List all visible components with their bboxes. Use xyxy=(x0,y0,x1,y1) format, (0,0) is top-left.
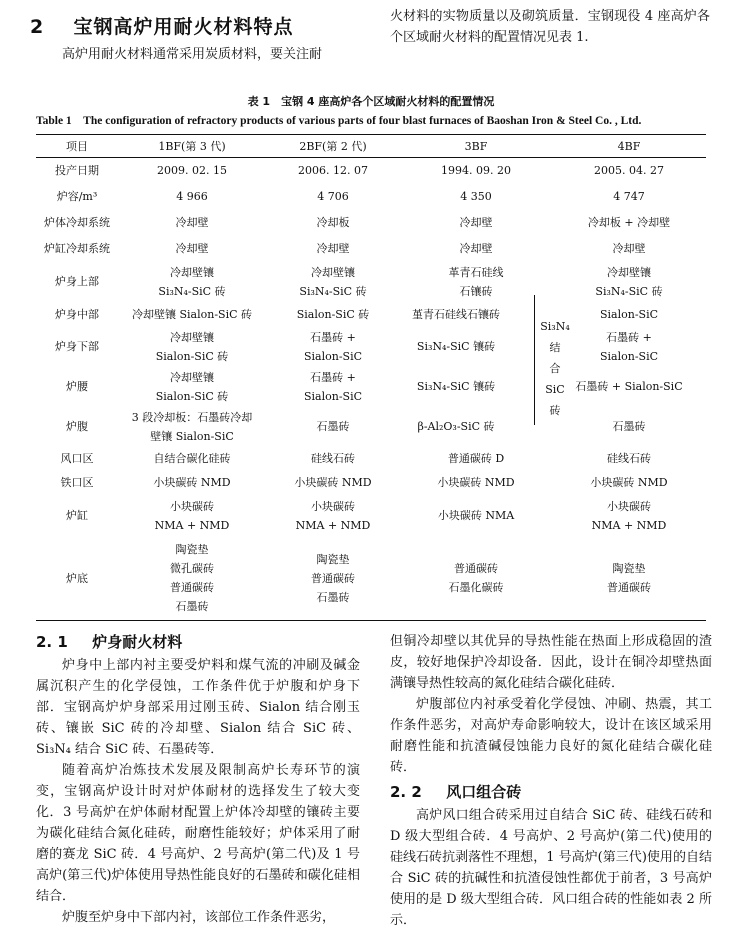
table-cell: 小块碳砖 NMD xyxy=(590,476,668,489)
table-cell: 3 段冷却板：石墨砖冷却 壁镶 Sialon-SiC xyxy=(131,410,253,443)
header-cell: 1BF(第 3 代) xyxy=(118,135,266,158)
table-cell: 自结合碳化硅砖 xyxy=(153,452,231,465)
table-cell: 炉身下部 xyxy=(55,340,99,353)
table-cell: Si₃N₄-SiC 镶砖 xyxy=(416,380,496,393)
table-cell: 小块碳砖 NMD xyxy=(153,476,231,489)
table-cell: 石墨砖 + Sialon-SiC xyxy=(575,380,683,393)
section-2-1-title: 炉身耐火材料 xyxy=(92,633,183,651)
table-cell: 小块碳砖 NMD xyxy=(437,476,515,489)
table-row xyxy=(36,471,706,495)
paragraph: 随着高炉冶炼技术发展及限制高炉长寿环节的演变，宝钢高炉设计时对炉体耐材的选择发生了较大变化．3 号高炉在炉体耐材配置上炉体冷却壁的镶砖主要为碳化硅结合氮化硅砖，耐磨性能较好；炉体采用了耐磨的赛龙 SiC 砖．4 号高炉、2 号高炉(第二代)及 1 号高炉(第三代)炉体使用导热性能良好的石墨砖和碳化硅相结合． xyxy=(36,763,360,904)
table-cell: 石墨砖 + Sialon-SiC xyxy=(599,330,659,363)
table-row xyxy=(36,447,706,471)
3bf-merge-divider xyxy=(534,295,535,425)
table-cell: 铁口区 xyxy=(60,476,94,489)
table1-caption-cn: 表 1 宝钢 4 座高炉各个区域耐火材料的配置情况 xyxy=(247,95,495,108)
table-cell: 小块碳砖 NMA + NMD xyxy=(591,499,667,532)
table-cell: 硅线石砖 xyxy=(607,452,651,465)
section-2-heading xyxy=(30,12,294,39)
section-2-1-number: 2. 1 xyxy=(36,633,68,651)
table-cell: Si₃N₄-SiC 镶砖 xyxy=(416,340,496,353)
table-cell: 炉身上部 xyxy=(55,275,99,288)
table-cell: 4 747 xyxy=(613,190,645,203)
table-cell: 小块碳砖 NMD xyxy=(294,476,372,489)
paragraph: 但铜冷却壁以其优异的导热性能在热面上形成稳固的渣皮，较好地保护冷却设备．因此，设计在铜冷却壁热面满镶导热性较高的氮化硅结合碳化硅砖． xyxy=(390,634,712,691)
table-cell: 冷却壁镶 Sialon-SiC 砖 xyxy=(155,370,229,403)
right-column-body xyxy=(390,631,712,931)
section-2-2-heading xyxy=(390,781,712,802)
table-row xyxy=(36,184,706,210)
paragraph: 炉腹部位内衬承受着化学侵蚀、冲刷、热震，其工作条件恶劣，对高炉寿命影响较大，设计在该区域采用耐磨性能和抗渣碱侵蚀能力良好的氮化硅结合碳化硅砖． xyxy=(390,697,712,775)
section-2-2-number: 2. 2 xyxy=(390,783,422,801)
table-cell: 炉容/m³ xyxy=(56,190,98,203)
table-cell: 普通碳砖 D xyxy=(447,452,505,465)
right-top-paragraph: 火材料的实物质量以及砌筑质量．宝钢现役 4 座高炉各个区域耐火材料的配置情况见表 1. xyxy=(390,9,710,45)
table-cell: 陶瓷垫 普通碳砖 石墨砖 xyxy=(266,537,400,621)
section-2-number: 2 xyxy=(30,16,45,38)
table-row xyxy=(36,495,706,537)
header-cell: 项目 xyxy=(36,135,118,158)
table-cell: 4 350 xyxy=(460,190,492,203)
table-cell: 冷却壁 xyxy=(175,242,209,255)
table-cell: 陶瓷垫 普通碳砖 xyxy=(552,537,706,621)
table-cell: 冷却壁 xyxy=(459,216,493,229)
paragraph: 炉身中上部内衬主要受炉料和煤气流的冲刷及碱金属沉积产生的化学侵蚀，工作条件优于炉腹和炉身下部．宝钢高炉炉身部采用过刚玉砖、Sialon 结合刚玉砖、镶嵌 SiC 砖的冷却壁、Sialon 结合 SiC 砖、Si₃N₄ 结合 SiC 砖、石墨砖等． xyxy=(36,658,360,757)
table-row xyxy=(36,367,706,407)
table-cell: 陶瓷垫 微孔碳砖 普通碳砖 石墨砖 xyxy=(118,537,266,621)
table-cell: 炉缸冷却系统 xyxy=(44,242,110,255)
table-cell: β-Al₂O₃-SiC 砖 xyxy=(417,420,495,433)
table-cell: 石墨砖 xyxy=(612,420,646,433)
table-cell: Sialon-SiC 砖 xyxy=(296,307,370,321)
table-cell: 冷却壁 xyxy=(316,242,350,255)
section-2-2-title: 风口组合砖 xyxy=(446,783,522,801)
header-cell: 3BF xyxy=(400,135,552,158)
table-cell: 小块碳砖 NMA + NMD xyxy=(295,499,371,532)
table-cell: 炉身中部 xyxy=(55,307,99,321)
table-cell: 2006. 12. 07 xyxy=(298,164,368,178)
table-cell: 冷却壁 xyxy=(459,242,493,255)
table-cell: 炉缸 xyxy=(66,509,88,522)
table-cell: 炉腰 xyxy=(66,380,88,393)
table-cell: 2009. 02. 15 xyxy=(157,164,227,178)
table-row xyxy=(36,302,706,327)
table-cell: 风口区 xyxy=(60,452,94,465)
3bf-merged-label: Si₃N₄ 结 合 SiC 砖 xyxy=(540,320,570,417)
table-cell: 冷却壁镶 Si₃N₄-SiC 砖 xyxy=(595,265,663,298)
header-cell: 2BF(第 2 代) xyxy=(266,135,400,158)
table-cell: 小块碳砖 NMA xyxy=(437,509,515,522)
table-cell: 冷却壁 xyxy=(175,216,209,229)
table-cell: 冷却板 + 冷却壁 xyxy=(587,216,671,229)
left-top-paragraph: 高炉用耐火材料通常采用炭质材料，要关注耐 xyxy=(62,47,323,62)
table-cell: 冷却壁镶 Sialon-SiC 砖 xyxy=(131,307,253,321)
section-2-1-heading xyxy=(36,631,182,652)
table-cell: 硅线石砖 xyxy=(311,452,355,465)
table-cell: 炉腹 xyxy=(66,420,88,433)
paragraph: 高炉风口组合砖采用过自结合 SiC 砖、硅线石砖和 D 级大型组合砖．4 号高炉、2 号高炉(第二代)使用的硅线石砖抗剥落性不理想，1 号高炉(第三代)使用的自结合 SiC 砖的抗碱性和抗渣侵蚀性都优于前者，3 号高炉使用的是 D 级大型组合砖．风口组合砖的性能如表 2 所示． xyxy=(390,808,712,928)
table-cell: 冷却壁 xyxy=(612,242,646,255)
section-2-title: 宝钢高炉用耐火材料特点 xyxy=(73,16,294,38)
table-row xyxy=(36,537,706,621)
table-cell: 4 706 xyxy=(317,190,349,203)
table-cell: 炉体冷却系统 xyxy=(44,216,110,229)
table-cell: 石墨砖 + Sialon-SiC xyxy=(303,330,363,363)
table-cell: 冷却壁镶 Si₃N₄-SiC 砖 xyxy=(158,265,226,298)
table-cell: 4 966 xyxy=(176,190,208,203)
paragraph: 炉腹至炉身中下部内衬，该部位工作条件恶劣， xyxy=(62,910,336,925)
table-row xyxy=(36,236,706,262)
table-row xyxy=(36,210,706,236)
table1 xyxy=(36,134,706,621)
table-cell: 炉底 xyxy=(36,537,118,621)
table-row xyxy=(36,407,706,447)
table-cell: 投产日期 xyxy=(55,164,99,178)
table-cell: 冷却板 xyxy=(316,216,350,229)
table-cell: 革青石硅线 石镶砖 xyxy=(448,265,504,298)
table1-caption-en: Table 1 The configuration of refractory products of various parts of four blast furnaces of Baoshan Iron & Steel Co. , Ltd. xyxy=(36,115,642,127)
table-cell: 小块碳砖 NMA + NMD xyxy=(154,499,230,532)
table-row xyxy=(36,327,706,367)
table-header-row xyxy=(36,135,706,158)
table-cell: 1994. 09. 20 xyxy=(441,164,511,178)
table-cell: 冷却壁镶 Si₃N₄-SiC 砖 xyxy=(299,265,367,298)
table-row xyxy=(36,262,706,302)
table-cell: Sialon-SiC xyxy=(599,307,659,321)
table-cell: 冷却壁镶 Sialon-SiC 砖 xyxy=(155,330,229,363)
table-cell: 石墨砖 xyxy=(316,420,350,433)
table-cell: 普通碳砖 石墨化碳砖 xyxy=(400,537,552,621)
table-cell: 堇青石硅线石镶砖 xyxy=(412,307,500,321)
table-cell: 2005. 04. 27 xyxy=(594,164,664,178)
left-column-body xyxy=(36,655,360,928)
header-cell: 4BF xyxy=(552,135,706,158)
table-row xyxy=(36,158,706,184)
table-cell: 石墨砖 + Sialon-SiC xyxy=(303,370,363,403)
